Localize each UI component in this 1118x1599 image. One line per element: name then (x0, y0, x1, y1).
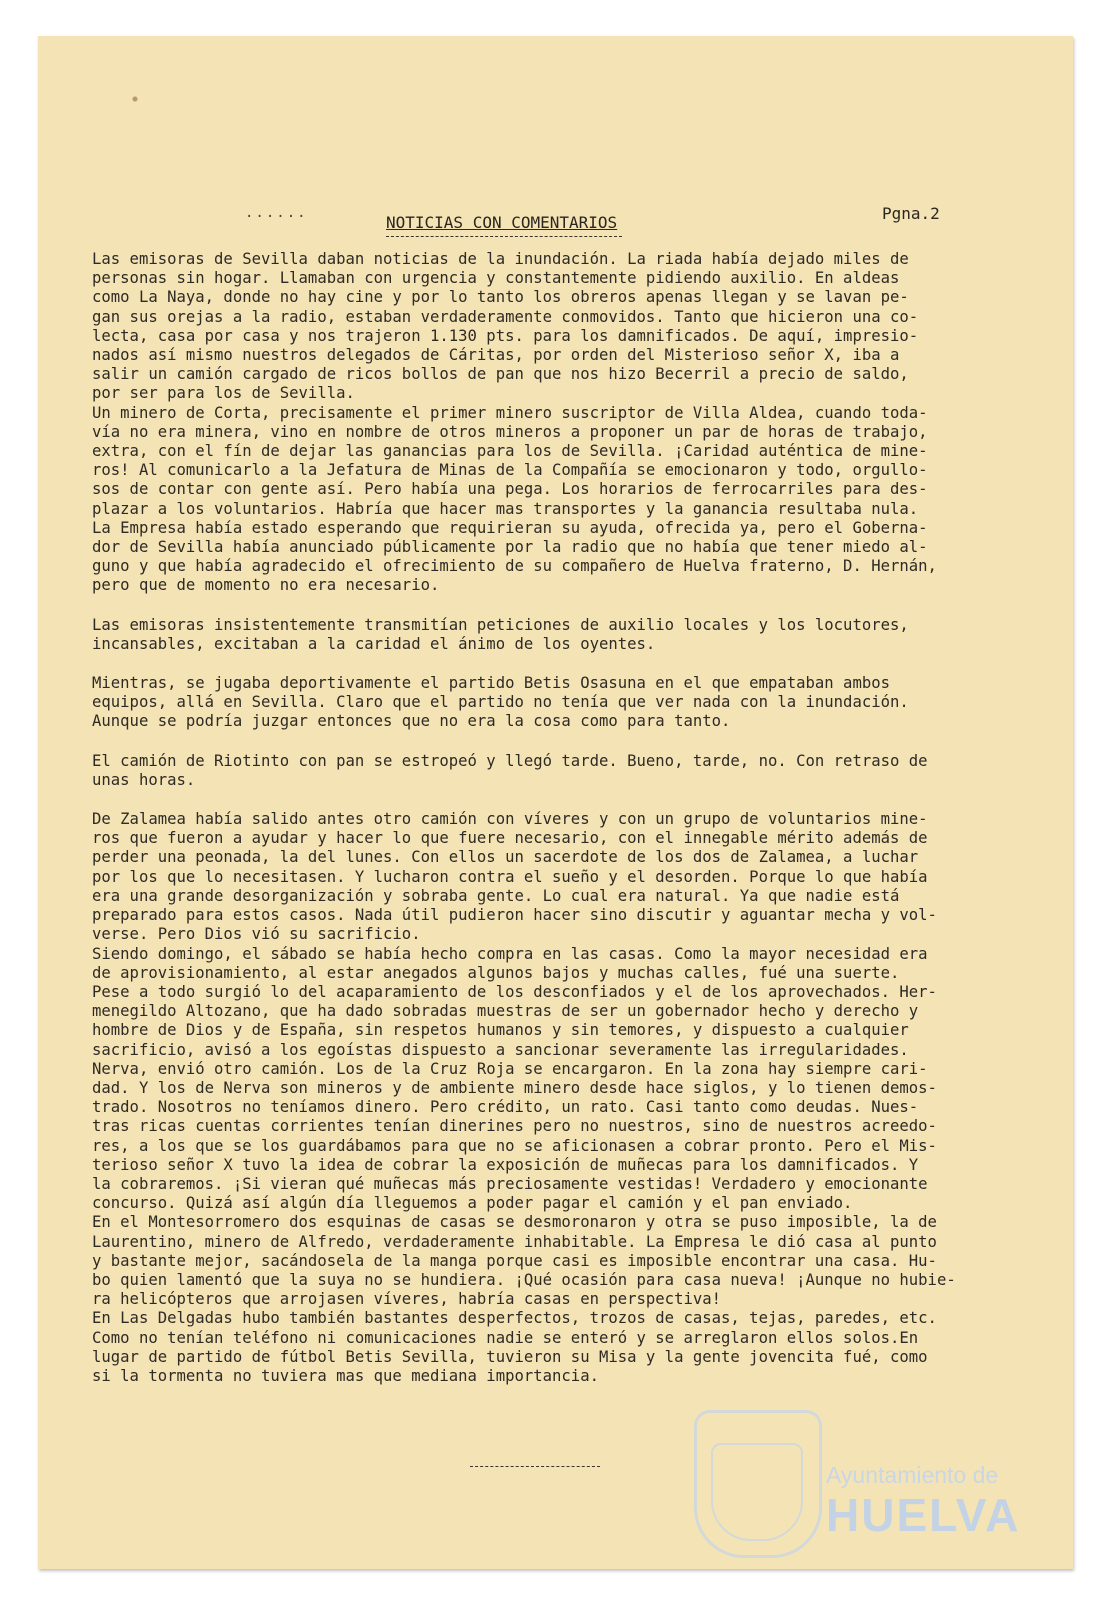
paragraph (92, 250, 1002, 596)
text-line: dor de Sevilla había anunciado públicamente por la radio que no había que tener miedo al- (92, 538, 928, 557)
text-line: Las emisoras de Sevilla daban noticias de la inundación. La riada había dejado miles de (92, 250, 909, 268)
text-line: personas sin hogar. Llamaban con urgencia y constantemente pidiendo auxilio. En aldeas (92, 269, 900, 288)
text-line: preparado para estos casos. Nada útil pudieron hacer sino discutir y aguantar mecha y vol- (92, 906, 937, 925)
paragraph-gap (92, 790, 1002, 810)
text-line: ra helicópteros que arrojasen víveres, habría casas en perspectiva! (92, 1290, 722, 1309)
text-line: El camión de Riotinto con pan se estropeó y llegó tarde. Bueno, tarde, no. Con retraso de (92, 751, 928, 770)
page-title: NOTICIAS CON COMENTARIOS (386, 213, 618, 232)
page-number: Pgna.2 (882, 204, 940, 223)
text-line: por los que lo necesitasen. Y lucharon contra el sueño y el desorden. Porque lo que había (92, 867, 928, 886)
text-line: En el Montesorromero dos esquinas de casas se desmoronaron y otra se puso imposible, la de (92, 1213, 937, 1232)
text-line: Siendo domingo, el sábado se había hecho compra en las casas. Como la mayor necesidad era (92, 944, 928, 963)
text-line: Aunque se podría juzgar entonces que no era la cosa como para tanto. (92, 712, 731, 731)
paragraph (92, 674, 1002, 732)
text-line: plazar a los voluntarios. Habría que hacer mas transportes y la ganancia resultaba nula. (92, 499, 919, 518)
watermark-line1: Ayuntamiento de (826, 1462, 999, 1488)
paragraph (92, 752, 1002, 790)
paragraph-gap (92, 596, 1002, 616)
text-line: si la tormenta no tuviera mas que mediana importancia. (92, 1366, 599, 1385)
text-line: Mientras, se jugaba deportivamente el partido Betis Osasuna en el que empataban ambos (92, 674, 890, 693)
text-line: unas horas. (92, 770, 196, 789)
text-line: Pese a todo surgió lo del acaparamiento de los desconfiados y el de los aprovechados. Her- (92, 982, 937, 1001)
text-line: por ser para los de Sevilla. (92, 384, 355, 403)
text-line: Laurentino, minero de Alfredo, verdaderamente inhabitable. La Empresa le dió casa al punto (92, 1232, 937, 1251)
text-line: pero que de momento no era necesario. (92, 576, 440, 595)
text-line: ros! Al comunicarlo a la Jefatura de Minas de la Compañía se emocionaron y todo, orgullo- (92, 461, 928, 480)
text-line: sos de contar con gente así. Pero había una pega. Los horarios de ferrocarriles para des- (92, 480, 928, 499)
text-line: extra, con el fín de dejar las ganancias para los de Sevilla. ¡Caridad auténtica de mine- (92, 442, 928, 461)
text-line: equipos, allá en Sevilla. Claro que el partido no tenía que ver nada con la inundación. (92, 693, 909, 712)
text-line: Nerva, envió otro camión. Los de la Cruz Roja se encargaron. En la zona hay siempre cari- (92, 1059, 928, 1078)
text-line: menegildo Altozano, que ha dado sobradas muestras de ser un gobernador hecho y derecho y (92, 1002, 919, 1021)
text-line: la cobraremos. ¡Si vieran qué muñecas más preciosamente vestidas! Verdadero y emocionante (92, 1174, 928, 1193)
text-line: guno y que había agradecido el ofrecimiento de su compañero de Huelva fraterno, D. Hernán, (92, 557, 937, 576)
text-line: verse. Pero Dios vió su sacrificio. (92, 925, 421, 944)
end-divider (470, 1466, 600, 1467)
text-line: res, a los que se los guardábamos para que no se aficionasen a cobrar pronto. Pero el Mis- (92, 1136, 937, 1155)
text-line: y bastante mejor, sacándosela de la manga porque casi es imposible encontrar una casa. Hu- (92, 1251, 937, 1270)
text-line: Como no tenían teléfono ni comunicaciones nadie se enteró y se arreglaron ellos solos.En (92, 1328, 919, 1347)
text-line: vía no era minera, vino en nombre de otros mineros a proponer un par de horas de trabajo, (92, 422, 928, 441)
text-line: En Las Delgadas hubo también bastantes desperfectos, trozos de casas, tejas, paredes, etc. (92, 1309, 937, 1328)
text-line: era una grande desorganización y sobraba gente. Lo cual era natural. Ya que nadie está (92, 886, 900, 905)
shield-icon (711, 1443, 803, 1541)
watermark-line2: HUELVA (826, 1489, 1021, 1541)
title-underline (386, 236, 622, 237)
text-line: De Zalamea había salido antes otro camión con víveres y con un grupo de voluntarios mine- (92, 810, 928, 829)
text-line: como La Naya, donde no hay cine y por lo tanto los obreros apenas llegan y se lavan pe- (92, 288, 909, 307)
paragraph-gap (92, 732, 1002, 752)
text-line: bo quien lamentó que la suya no se hundiera. ¡Qué ocasión para casa nueva! ¡Aunque no hubie- (92, 1270, 956, 1289)
text-line: gan sus orejas a la radio, estaban verdaderamente conmovidos. Tanto que hicieron una co- (92, 307, 919, 326)
text-line: dad. Y los de Nerva son mineros y de ambiente minero desde hace siglos, y lo tienen demos- (92, 1078, 937, 1097)
text-line: lugar de partido de fútbol Betis Sevilla, tuvieron su Misa y la gente jovencita fué, como (92, 1347, 928, 1366)
text-line: salir un camión cargado de ricos bollos de pan que nos hizo Becerril a precio de saldo, (92, 365, 909, 384)
text-line: Un minero de Corta, precisamente el primer minero suscriptor de Villa Aldea, cuando toda- (92, 403, 928, 422)
text-line: concurso. Quizá así algún día lleguemos a poder pagar el camión y el pan enviado. (92, 1194, 853, 1213)
paragraph-gap (92, 654, 1002, 674)
text-line: La Empresa había estado esperando que requirieran su ayuda, ofrecida ya, pero el Goberna- (92, 518, 928, 537)
text-line: incansables, excitaban a la caridad el ánimo de los oyentes. (92, 634, 656, 653)
paragraph (92, 616, 1002, 654)
text-line: trado. Nosotros no teníamos dinero. Pero crédito, un rato. Casi tanto como deudas. Nues- (92, 1098, 919, 1117)
ink-smudge (122, 86, 148, 112)
article-body (92, 250, 1002, 1386)
text-line: ros que fueron a ayudar y hacer lo que fuere necesario, con el innegable mérito además de (92, 829, 928, 848)
text-line: Las emisoras insistentemente transmitían peticiones de auxilio locales y los locutores, (92, 615, 909, 634)
text-line: lecta, casa por casa y nos trajeron 1.130 pts. para los damnificados. De aquí, impresio- (92, 326, 919, 345)
paragraph (92, 810, 1002, 1386)
text-line: sacrificio, avisó a los egoístas dispuesto a sancionar severamente las irregularidades. (92, 1040, 909, 1059)
text-line: perder una peonada, la del lunes. Con ellos un sacerdote de los dos de Zalamea, a luchar (92, 848, 919, 867)
text-line: nados así mismo nuestros delegados de Cáritas, por orden del Misterioso señor X, iba a (92, 346, 900, 365)
header-dots: ...... (245, 205, 308, 221)
text-line: tras ricas cuentas corrientes tenían dinerines pero no nuestros, sino de nuestros acreedo- (92, 1117, 937, 1136)
text-line: de aprovisionamiento, al estar anegados algunos bajos y muchas calles, fué una suerte. (92, 963, 900, 982)
coat-of-arms-watermark (694, 1410, 822, 1558)
text-line: hombre de Dios y de España, sin respetos humanos y sin temores, y dispuesto a cualquier (92, 1021, 909, 1040)
text-line: terioso señor X tuvo la idea de cobrar la exposición de muñecas para los damnificados. Y (92, 1155, 919, 1174)
